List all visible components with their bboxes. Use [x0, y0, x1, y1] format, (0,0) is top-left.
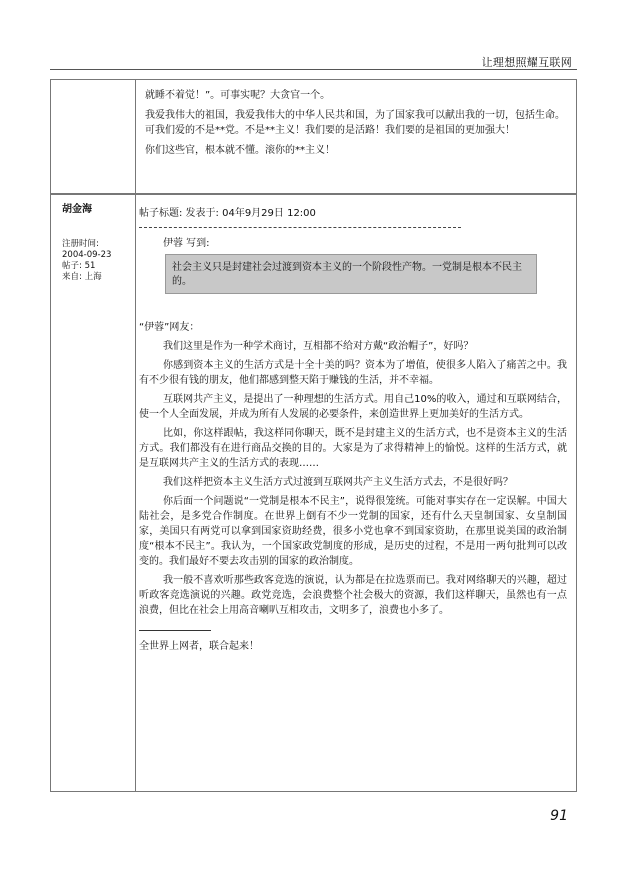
reply-paragraph: 你后面一个问题说“一党制是根本不民主”，说得很笼统。可能对事实存在一定误解。中国大陆社会，是多党合作制度。在世界上倒有不少一党制的国家，还有什么天皇制国家、女皇制国家，美国只有两党可以拿到国家资助经费，很多小党也拿不到国家资助，在那里说美国的政治制度“根本不民主”。我认为，一个国家政党制度的形成，是历史的过程，不是用一两句批判可以改变的。我们最好不要去攻击别的国家的政治制度。: [139, 496, 567, 567]
header-rule: [50, 69, 577, 70]
reply-paragraph: 我们这样把资本主义生活方式过渡到互联网共产主义生活方式去，不是很好吗？: [163, 477, 513, 488]
row-divider: [50, 193, 577, 195]
reply-paragraph: 我一般不喜欢听那些政客竞选的演说，认为都是在拉选票而已。我对网络聊天的兴趣，超过听政客竞选演说的兴趣。政党竞选，会浪费整个社会极大的资源，我们这样聊天，虽然也有一点浪费，但比在社会上用高音喇叭互相攻击，文明多了，浪费也小多了。: [139, 575, 567, 616]
reply-paragraph: 你感到资本主义的生活方式是十全十美的吗？资本为了增值，使很多人陷入了痛苦之中。我有不少很有钱的朋友，他们都感到整天陷于赚钱的生活，并不幸福。: [139, 360, 567, 386]
reply-paragraph: 互联网共产主义，是提出了一种理想的生活方式。用自己10%的收入，通过和互联网结合，使一个人全面发展，并成为所有人发展的必要条件，来创造世界上更加美好的生活方式。: [139, 394, 567, 420]
previous-post-paragraph: 你们这些官，根本就不懂。滚你的**主义！: [145, 145, 335, 156]
quote-author: 伊蓉 写到:: [163, 238, 210, 249]
post-title-line: 帖子标题: 发表于: 04年9月29日 12:00: [139, 208, 316, 219]
registration-label: 注册时间:: [62, 239, 99, 249]
registration-date: 2004-09-23: [62, 250, 112, 260]
post-count: 帖子: 51: [62, 261, 96, 271]
signature-separator: [139, 630, 211, 631]
column-divider: [135, 79, 136, 792]
reply-paragraph: 我们这里是作为一种学术商讨，互相都不给对方戴“政治帽子”，好吗？: [163, 341, 474, 352]
quote-box: 社会主义只是封建社会过渡到资本主义的一个阶段性产物。一党制是根本不民主的。: [165, 254, 537, 294]
author-location: 来自: 上海: [62, 272, 102, 282]
author-info: [62, 204, 132, 283]
salutation: “伊蓉”网友：: [139, 322, 200, 333]
author-name: 胡金海: [62, 204, 92, 215]
reply-paragraph: 比如，你这样跟帖，我这样同你聊天，既不是封建主义的生活方式，也不是资本主义的生活方式。我们都没有在进行商品交换的目的。大家是为了求得精神上的愉悦。这样的生活方式，就是互联网共产主义的生活方式的表现……: [139, 428, 567, 469]
dashed-separator: [139, 227, 461, 228]
running-header: 让理想照耀互联网: [481, 56, 572, 69]
reply-post-body: [139, 204, 567, 658]
previous-post-paragraph: 我爱我伟大的祖国，我爱我伟大的中华人民共和国，为了国家我可以献出我的一切，包括生命。可我们爱的不是**党。不是**主义！我们要的是活路！我们要的是祖国的更加强大！: [145, 110, 565, 136]
page-number: 91: [550, 808, 568, 824]
previous-post-body: [145, 88, 565, 163]
previous-post-paragraph: 就睡不着觉！”。可事实呢？大贪官一个。: [145, 90, 331, 101]
signature-line: 全世界上网者，联合起来！: [139, 641, 259, 652]
